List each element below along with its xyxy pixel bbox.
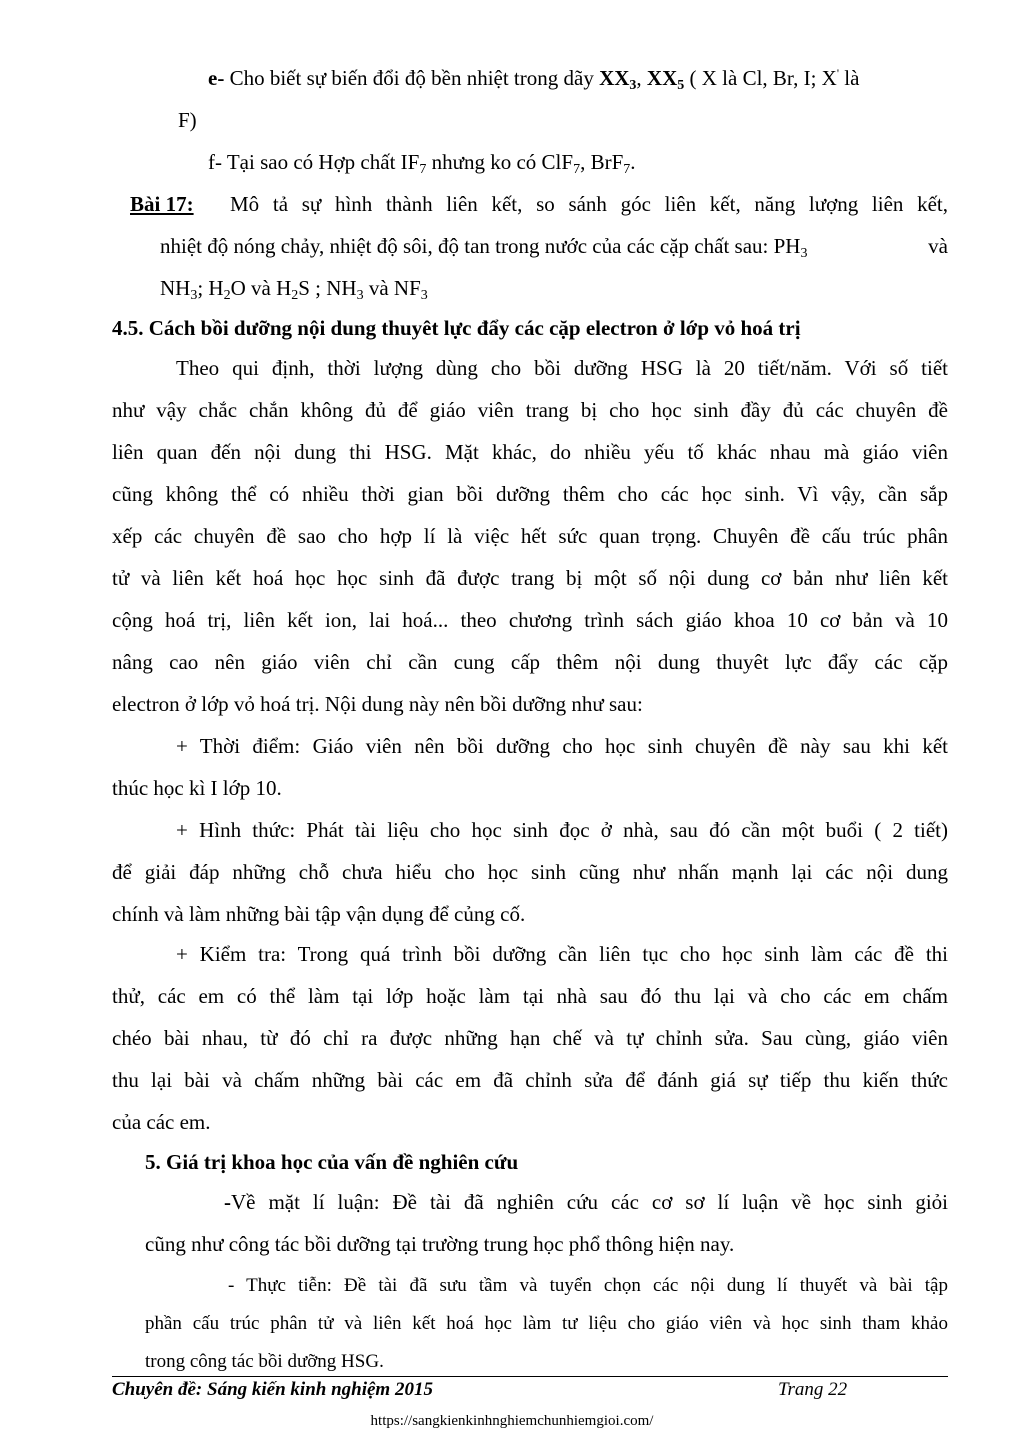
- paragraph-line: nâng cao nên giáo viên chỉ cần cung cấp thêm nội dung thuyêt lực đẩy các cặp: [112, 650, 948, 674]
- paragraph-line: - Thực tiễn: Đề tài đã sưu tầm và tuyển chọn các nội dung lí thuyết và bài tập: [228, 1275, 948, 1296]
- formula-xx3: $XX_3$: [599, 66, 637, 93]
- section-heading-4-5: 4.5. Cách bồi dưỡng nội dung thuyêt lực đẩy các cặp electron ở lớp vỏ hoá trị: [112, 316, 801, 340]
- footer-title: Chuyên đề: Sáng kiến kinh nghiệm 2015: [112, 1379, 433, 1400]
- exercise-17-label: Bài 17:: [130, 192, 194, 216]
- paragraph-line: cộng hoá trị, liên kết ion, lai hoá... theo chương trình sách giáo khoa 10 cơ bản và 10: [112, 608, 948, 632]
- paragraph-line: thu lại bài và chấm những bài các em đã chỉnh sửa để đánh giá sự tiếp thu kiến thức: [112, 1068, 948, 1092]
- paragraph-line: chính và làm những bài tập vận dụng để củng cố.: [112, 902, 526, 926]
- paragraph-line: cũng không thể có nhiều thời gian bồi dưỡng thêm cho các học sinh. Vì vậy, cần sắp: [112, 482, 948, 506]
- exercise-17-line-1: Bài 17: Mô tả sự hình thành liên kết, so sánh góc liên kết, năng lượng liên kết,: [130, 192, 948, 216]
- paragraph-line: trong công tác bồi dưỡng HSG.: [145, 1351, 384, 1372]
- paragraph-line: - Về mặt lí luận: Đề tài đã nghiên cứu các cơ sơ lí luận về học sinh giỏi: [224, 1190, 948, 1214]
- paragraph-line: thúc học kì I lớp 10.: [112, 776, 282, 800]
- exercise-17-line-2: nhiệt độ nóng chảy, nhiệt độ sôi, độ tan trong nước của các cặp chất sau: $PH_3$ và: [160, 234, 948, 261]
- paragraph-line: thử, các em có thể làm tại lớp hoặc làm tại nhà sau đó thu lại và cho các em chấm: [112, 984, 948, 1008]
- paragraph-line: phần cấu trúc phân tử và liên kết hoá học làm tư liệu cho giáo viên và học sinh tham khảo: [145, 1313, 948, 1334]
- paragraph-line: như vậy chắc chắn không đủ để giáo viên trang bị cho học sinh đầy đủ các chuyên đề: [112, 398, 948, 422]
- paragraph-line: + Hình thức: Phát tài liệu cho học sinh đọc ở nhà, sau đó cần một buổi ( 2 tiết): [176, 818, 948, 842]
- item-e-continuation: F): [178, 108, 197, 132]
- section-heading-5: 5. Giá trị khoa học của vấn đề nghiên cứu: [145, 1150, 519, 1174]
- paragraph-line: chéo bài nhau, từ đó chỉ ra được những hạn chế và tự chỉnh sửa. Sau cùng, giáo viên: [112, 1026, 948, 1050]
- paragraph-line: liên quan đến nội dung thi HSG. Mặt khác, do nhiều yếu tố khác nhau mà giáo viên: [112, 440, 948, 464]
- page-number: Trang 22: [778, 1379, 848, 1400]
- footer-divider: [112, 1376, 948, 1377]
- paragraph-line: tử và liên kết hoá học học sinh đã được trang bị một số nội dung cơ bản như liên kết: [112, 566, 948, 590]
- paragraph-line: của các em.: [112, 1110, 211, 1134]
- paragraph-line: để giải đáp những chỗ chưa hiểu cho học sinh cũng như nhấn mạnh lại các nội dung: [112, 860, 948, 884]
- formula-xx5: $XX_5$: [646, 66, 685, 93]
- item-e-label: e-: [208, 66, 225, 90]
- paragraph-line: cũng như công tác bồi dưỡng tại trường trung học phổ thông hiện nay.: [145, 1232, 735, 1256]
- paragraph-line: + Thời điểm: Giáo viên nên bồi dưỡng cho học sinh chuyên đề này sau khi kết: [176, 734, 948, 758]
- footer-url[interactable]: https://sangkienkinhnghiemchunhiemgioi.com/: [370, 1413, 654, 1429]
- paragraph-line: xếp các chuyên đề sao cho hợp lí là việc hết sức quan trọng. Chuyên đề cấu trúc phân: [112, 524, 948, 548]
- item-f-line: f- Tại sao có Hợp chất $IF_7$ nhưng ko có ClF$_7$, BrF$_7$.: [208, 150, 636, 177]
- paragraph-line: electron ở lớp vỏ hoá trị. Nội dung này nên bồi dưỡng như sau:: [112, 692, 643, 716]
- paragraph-line: Theo qui định, thời lượng dùng cho bồi dưỡng HSG là 20 tiết/năm. Với số tiết: [176, 356, 948, 380]
- item-e-text: Cho biết sự biến đổi độ bền nhiệt trong dãy: [224, 66, 600, 90]
- paragraph-line: + Kiểm tra: Trong quá trình bồi dưỡng cần liên tục cho học sinh làm các đề thi: [176, 942, 948, 966]
- exercise-17-line-3: $NH_3$; $H_2O$ và $H_2S$ ; $NH_3$ và $NF_3$: [160, 276, 428, 303]
- item-e-line: e- Cho biết sự biến đổi độ bền nhiệt trong dãy $XX_3$, $XX_5$ ( X là Cl, Br, I; X' là: [208, 66, 860, 93]
